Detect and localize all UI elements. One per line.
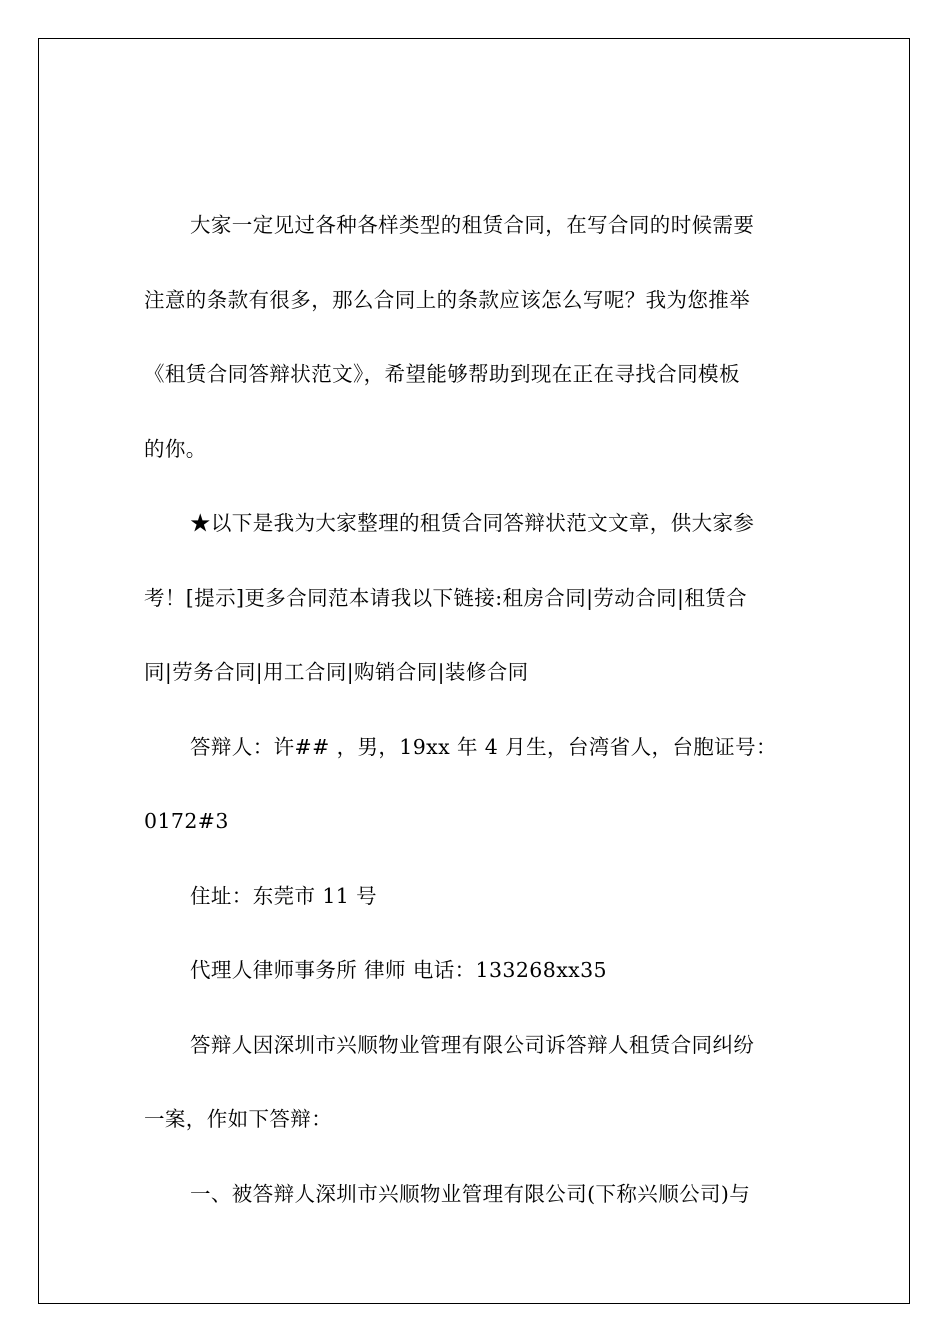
text-line-notice-2: 考！[提示]更多合同范本请我以下链接:租房合同|劳动合同|租赁合 — [144, 585, 748, 610]
text-line-address: 住址：东莞市 11 号 — [190, 883, 378, 908]
text-line-case-2: 一案，作如下答辩： — [144, 1107, 333, 1131]
text-line-intro-4: 的你。 — [144, 436, 207, 461]
text-line-intro-1: 大家一定见过各种各样类型的租赁合同，在写合同的时候需要 — [190, 213, 755, 237]
text-line-case-1: 答辩人因深圳市兴顺物业管理有限公司诉答辩人租赁合同纠纷 — [190, 1032, 755, 1057]
text-line-notice-1: ★以下是我为大家整理的租赁合同答辩状范文文章，供大家参 — [190, 511, 755, 535]
text-line-agent: 代理人律师事务所 律师 电话：133268xx35 — [190, 958, 607, 982]
text-line-id-number: 0172#3 — [144, 809, 229, 833]
document-body — [144, 205, 808, 1248]
text-line-respondent: 答辩人：许## ，男，19xx 年 4 月生，台湾省人，台胞证号： — [190, 734, 777, 759]
text-line-section-1: 一、被答辩人深圳市兴顺物业管理有限公司(下称兴顺公司)与 — [190, 1181, 751, 1206]
text-line-intro-3: 《租赁合同答辩状范文》，希望能够帮助到现在正在寻找合同模板 — [144, 362, 740, 386]
text-line-notice-3: 同|劳务合同|用工合同|购销合同|装修合同 — [144, 660, 529, 684]
text-line-intro-2: 注意的条款有很多，那么合同上的条款应该怎么写呢？我为您推举 — [144, 287, 751, 312]
